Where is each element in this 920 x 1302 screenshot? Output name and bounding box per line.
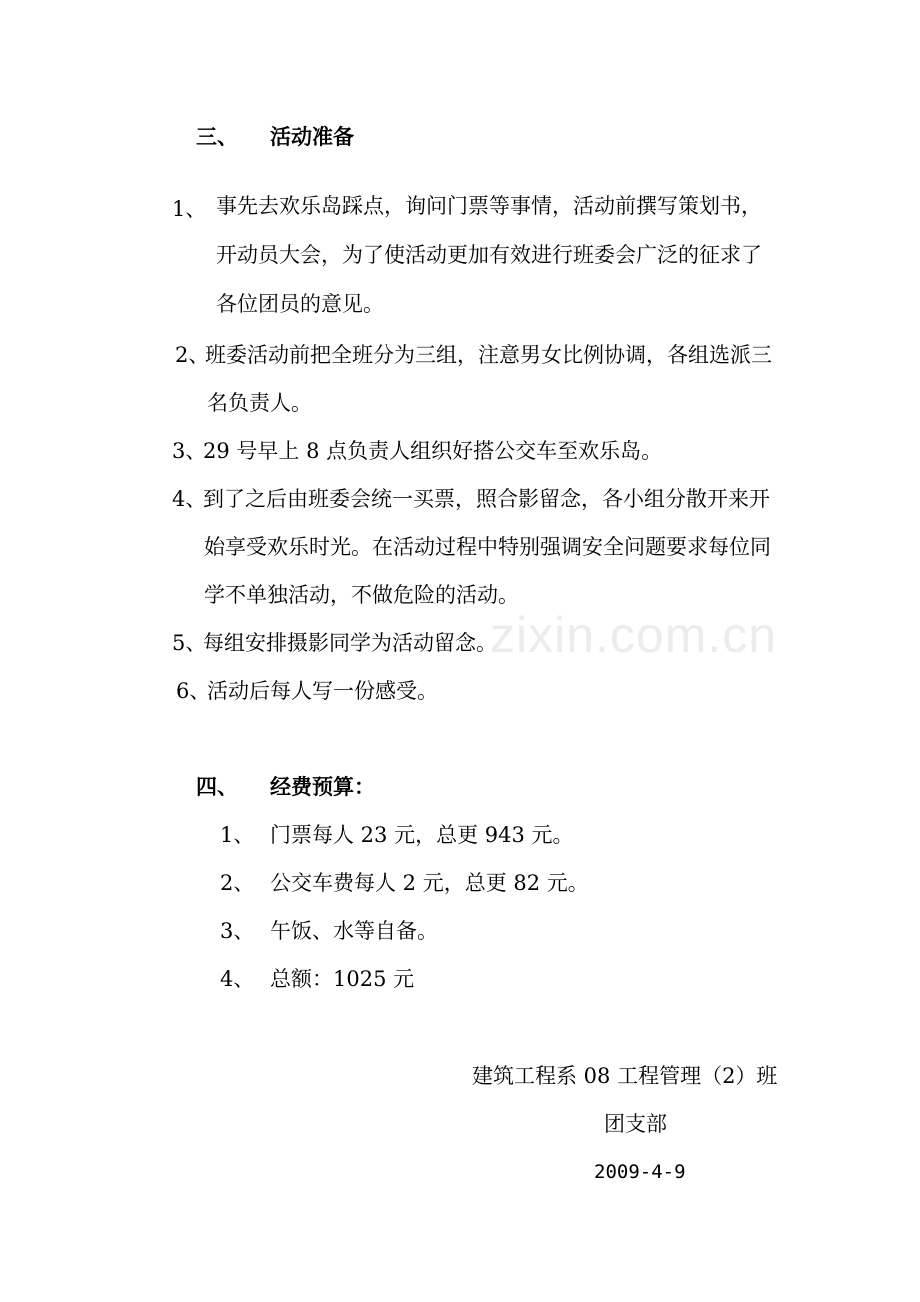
item-number: 6、 — [176, 679, 211, 703]
item-line: 事先去欢乐岛踩点，询问门票等事情，活动前撰写策划书， — [216, 194, 762, 218]
item-line: 活动后每人写一份感受。 — [207, 679, 438, 703]
item-line: 29 号早上 8 点负责人组织好搭公交车至欢乐岛。 — [203, 439, 663, 463]
section3-number: 三、 — [196, 125, 238, 149]
item-line: 每组安排摄影同学为活动留念。 — [203, 631, 497, 655]
budget-number: 3、 — [220, 919, 255, 943]
item-line: 到了之后由班委会统一买票，照合影留念，各小组分散开来开 — [203, 487, 770, 511]
section4-title: 经费预算： — [270, 775, 375, 799]
budget-number: 2、 — [220, 871, 255, 895]
signature-org: 建筑工程系 08 工程管理（2）班 — [472, 1064, 778, 1088]
item-number: 4、 — [172, 487, 207, 511]
section3-title: 活动准备 — [270, 125, 354, 149]
watermark: zixin.com.cn — [490, 607, 778, 663]
item-line: 各位团员的意见。 — [216, 292, 384, 316]
item-number: 2、 — [175, 343, 210, 367]
budget-number: 4、 — [220, 967, 255, 991]
item-line: 开动员大会，为了使活动更加有效进行班委会广泛的征求了 — [216, 243, 762, 267]
budget-text: 公交车费每人 2 元，总更 82 元。 — [270, 871, 589, 895]
item-line: 班委活动前把全班分为三组，注意男女比例协调，各组选派三 — [205, 343, 772, 367]
item-line: 学不单独活动，不做危险的活动。 — [204, 583, 519, 607]
item-line: 始享受欢乐时光。在活动过程中特别强调安全问题要求每位同 — [204, 535, 771, 559]
budget-text: 总额：1025 元 — [270, 967, 415, 991]
signature-dept: 团支部 — [604, 1112, 667, 1136]
section4-number: 四、 — [196, 775, 238, 799]
budget-text: 门票每人 23 元，总更 943 元。 — [270, 823, 574, 847]
budget-number: 1、 — [220, 823, 255, 847]
item-number: 1、 — [172, 197, 207, 221]
item-line: 名负责人。 — [207, 391, 312, 415]
budget-text: 午饭、水等自备。 — [270, 919, 438, 943]
item-number: 5、 — [172, 631, 207, 655]
signature-date: 2009-4-9 — [594, 1161, 686, 1183]
item-number: 3、 — [172, 439, 207, 463]
